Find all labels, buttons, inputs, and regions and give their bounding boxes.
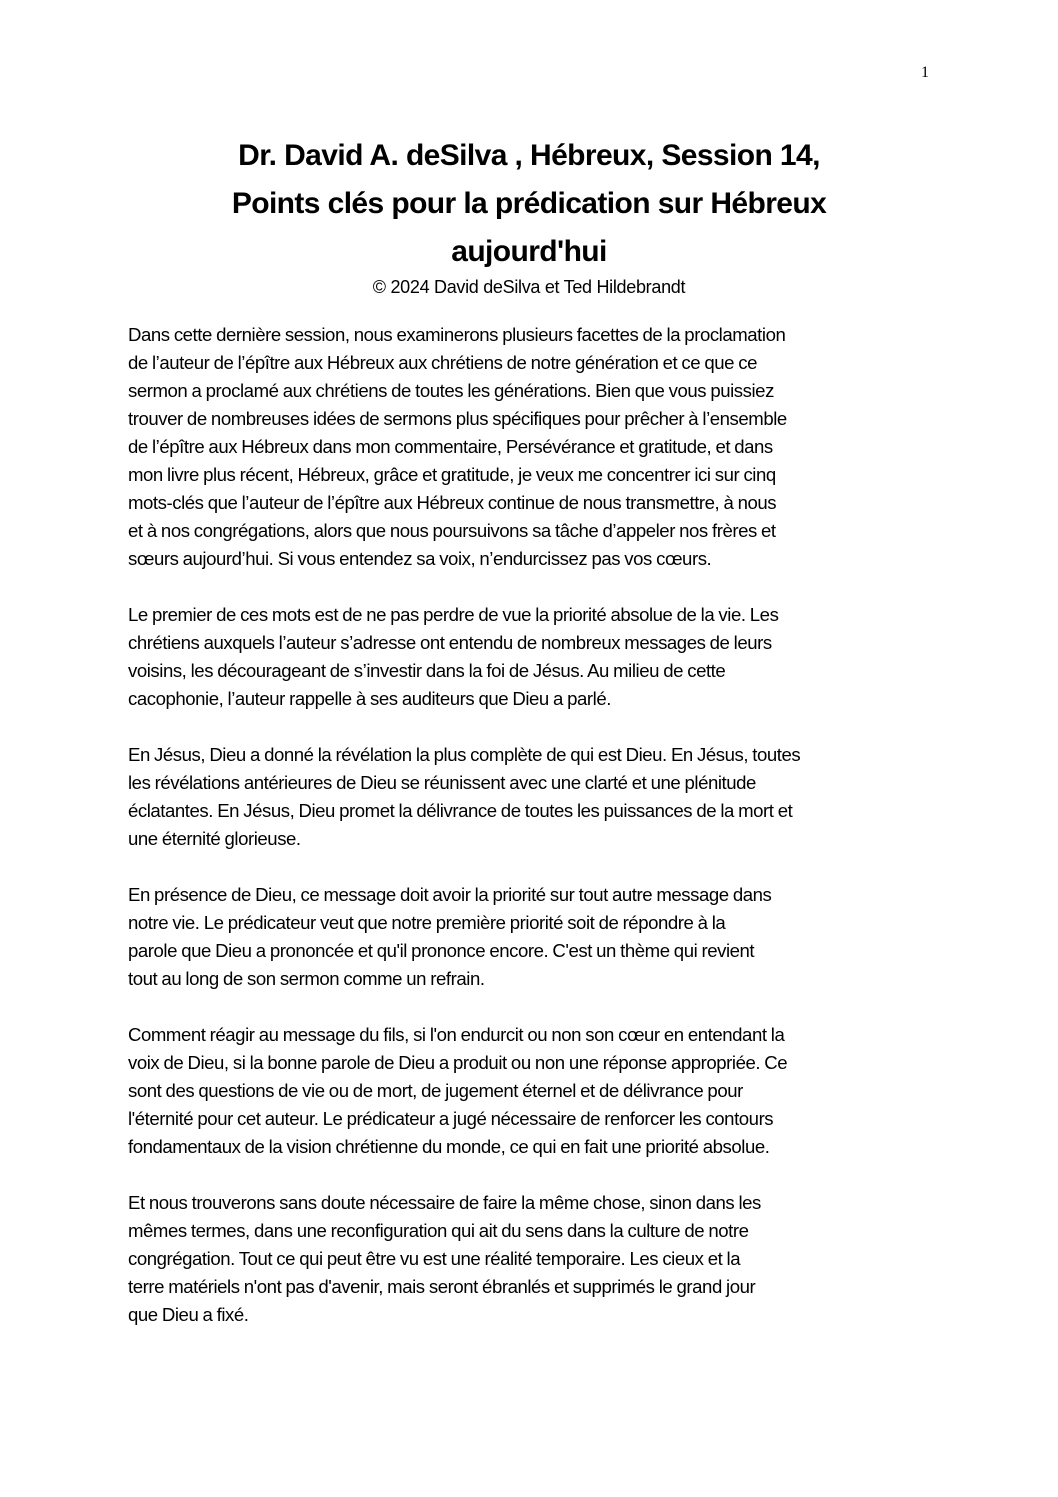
text-line: sermon a proclamé aux chrétiens de toutes les générations. Bien que vous puissiez — [128, 380, 774, 401]
text-line: une éternité glorieuse. — [128, 828, 301, 849]
text-line: voix de Dieu, si la bonne parole de Dieu a produit ou non une réponse appropriée. Ce — [128, 1052, 788, 1073]
paragraph-3 — [128, 741, 938, 853]
text-line: de l’épître aux Hébreux dans mon commentaire, Persévérance et gratitude, et dans — [128, 436, 773, 457]
text-line: l'éternité pour cet auteur. Le prédicateur a jugé nécessaire de renforcer les contours — [128, 1108, 774, 1129]
text-line: mon livre plus récent, Hébreux, grâce et gratitude, je veux me concentrer ici sur cinq — [128, 464, 776, 485]
text-line: En présence de Dieu, ce message doit avoir la priorité sur tout autre message dans — [128, 884, 772, 905]
paragraph-5 — [128, 1021, 938, 1161]
text-line: les révélations antérieures de Dieu se réunissent avec une clarté et une plénitude — [128, 772, 756, 793]
text-line: mots-clés que l’auteur de l’épître aux Hébreux continue de nous transmettre, à nous — [128, 492, 777, 513]
text-line: voisins, les décourageant de s’investir dans la foi de Jésus. Au milieu de cette — [128, 660, 726, 681]
text-line: Le premier de ces mots est de ne pas perdre de vue la priorité absolue de la vie. Les — [128, 604, 779, 625]
text-line: Comment réagir au message du fils, si l'on endurcit ou non son cœur en entendant la — [128, 1024, 785, 1045]
title-line-1: Dr. David A. deSilva , Hébreux, Session 14, — [238, 139, 820, 172]
copyright-line: © 2024 David deSilva et Ted Hildebrandt — [372, 277, 686, 297]
text-line: chrétiens auxquels l’auteur s’adresse ont entendu de nombreux messages de leurs — [128, 632, 772, 653]
text-line: cacophonie, l’auteur rappelle à ses auditeurs que Dieu a parlé. — [128, 688, 611, 709]
text-line: fondamentaux de la vision chrétienne du monde, ce qui en fait une priorité absolue. — [128, 1136, 770, 1157]
text-line: tout au long de son sermon comme un refrain. — [128, 968, 485, 989]
paragraph-6 — [128, 1189, 938, 1329]
text-line: notre vie. Le prédicateur veut que notre première priorité soit de répondre à la — [128, 912, 726, 933]
text-line: parole que Dieu a prononcée et qu'il prononce encore. C'est un thème qui revient — [128, 940, 755, 961]
text-line: Et nous trouverons sans doute nécessaire de faire la même chose, sinon dans les — [128, 1192, 761, 1213]
title-line-2: Points clés pour la prédication sur Hébreux — [231, 187, 827, 220]
text-line: sont des questions de vie ou de mort, de jugement éternel et de délivrance pour — [128, 1080, 743, 1101]
paragraph-2 — [128, 601, 938, 713]
paragraph-4 — [128, 881, 938, 993]
title-line-3: aujourd'hui — [451, 235, 607, 268]
page-number: 1 — [921, 64, 929, 81]
body-text — [128, 321, 938, 1357]
text-line: mêmes termes, dans une reconfiguration qui ait du sens dans la culture de notre — [128, 1220, 749, 1241]
text-line: que Dieu a fixé. — [128, 1304, 249, 1325]
text-line: sœurs aujourd’hui. Si vous entendez sa voix, n’endurcissez pas vos cœurs. — [128, 548, 712, 569]
title-block — [120, 132, 938, 300]
paragraph-1 — [128, 321, 938, 573]
text-line: trouver de nombreuses idées de sermons plus spécifiques pour prêcher à l’ensemble — [128, 408, 787, 429]
text-line: éclatantes. En Jésus, Dieu promet la délivrance de toutes les puissances de la mort et — [128, 800, 793, 821]
text-line: Dans cette dernière session, nous examinerons plusieurs facettes de la proclamation — [128, 324, 786, 345]
text-line: congrégation. Tout ce qui peut être vu est une réalité temporaire. Les cieux et la — [128, 1248, 741, 1269]
text-line: En Jésus, Dieu a donné la révélation la plus complète de qui est Dieu. En Jésus, toutes — [128, 744, 801, 765]
text-line: terre matériels n'ont pas d'avenir, mais seront ébranlés et supprimés le grand jour — [128, 1276, 756, 1297]
text-line: et à nos congrégations, alors que nous poursuivons sa tâche d’appeler nos frères et — [128, 520, 776, 541]
text-line: de l’auteur de l’épître aux Hébreux aux chrétiens de notre génération et ce que ce — [128, 352, 758, 373]
